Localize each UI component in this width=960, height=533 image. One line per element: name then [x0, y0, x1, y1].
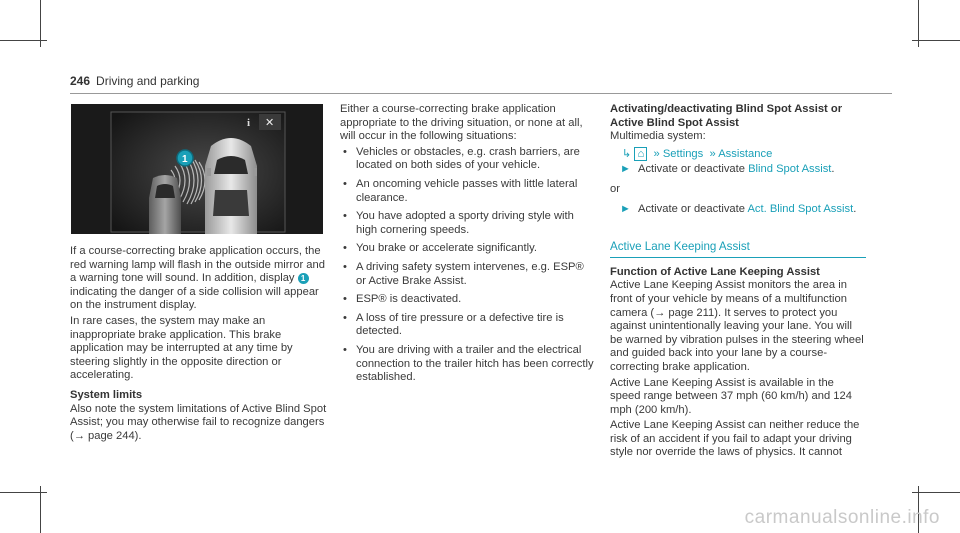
multimedia-label: Multimedia system: — [610, 130, 706, 143]
left-column — [70, 245, 328, 445]
list-item: • You brake or accelerate significantly. — [340, 242, 596, 256]
crop-mark-bl-h — [0, 492, 47, 493]
menu-path — [610, 148, 866, 162]
middle-column — [340, 103, 596, 390]
section-heading-lane-keeping: Active Lane Keeping Assist — [610, 240, 866, 258]
step-arrow-icon: ► — [620, 202, 631, 215]
step-activate-bsa: ► Activate or deactivate Blind Spot Assist. — [620, 163, 835, 176]
list-item: • ESP® is deactivated. — [340, 293, 596, 307]
paragraph-warning: If a course-correcting brake application occurs, the red warning lamp will flash in the outside mirror and a warning tone will sound. In addition, display 1 indicating the danger of a side collision will appear on the instrument display. — [70, 245, 325, 312]
step-arrow-icon: ► — [620, 163, 631, 176]
situations-intro: Either a course-correcting brake application appropriate to the driving situation, or none at all, will occur in the following situations: — [340, 103, 583, 143]
step-activate-absa: ► Activate or deactivate Act. Blind Spot Assist. — [620, 202, 857, 215]
chevron-right-icon: » — [650, 147, 660, 160]
function-text-1: Active Lane Keeping Assist monitors the area in front of your vehicle by means of a multifunction camera (→ page 211). It serves to protect you against unintentionally leaving your lane. You will be warned by vibration pulses in the steering wheel and guided back into your lane by a course-correcting brake application. — [610, 279, 864, 373]
header-rule — [70, 93, 892, 94]
arrow-return-icon: ↳ — [622, 147, 632, 160]
crop-mark-tl-h — [0, 40, 47, 41]
paragraph-inappropriate-brake: In rare cases, the system may make an inappropriate brake application. This brake application may be interrupted at any time by steering slightly in the opposite direction or accelerating. — [70, 314, 293, 382]
callout-1-label: 1 — [182, 154, 188, 165]
blind-spot-illustration — [71, 104, 323, 234]
system-limits-text: Also note the system limitations of Active Blind Spot Assist; you may otherwise fail to recognize dangers (→ page 244). — [70, 402, 327, 442]
section-title: Driving and parking — [96, 74, 200, 88]
situations-list — [340, 146, 596, 385]
crop-mark-tr-h — [912, 40, 960, 41]
callout-1-icon: 1 — [298, 273, 309, 284]
function-text-2: Active Lane Keeping Assist is available in the speed range between 37 mph (60 km/h) and 124 mph (200 km/h). — [610, 376, 852, 416]
right-column — [610, 103, 866, 462]
function-heading: Function of Active Lane Keeping Assist — [610, 265, 820, 278]
list-item: • You have adopted a sporty driving style with high cornering speeds. — [340, 210, 596, 237]
chevron-right-icon: » — [706, 147, 716, 160]
menu-settings[interactable]: Settings — [662, 147, 704, 160]
or-label: or — [610, 182, 620, 195]
system-limits-heading: System limits — [70, 388, 143, 401]
list-item: • A loss of tire pressure or a defective tire is detected. — [340, 312, 596, 339]
blind-spot-assist-link[interactable]: Blind Spot Assist — [748, 163, 832, 176]
close-icon: ✕ — [265, 116, 275, 129]
activation-heading: Activating/deactivating Blind Spot Assist or Active Blind Spot Assist — [610, 103, 843, 129]
page-header — [70, 74, 199, 88]
blind-spot-figure — [71, 104, 323, 234]
adjacent-vehicle-icon — [149, 175, 181, 234]
active-blind-spot-assist-link[interactable]: Act. Blind Spot Assist — [747, 202, 854, 215]
page-number: 246 — [70, 74, 91, 88]
info-icon: i — [247, 117, 251, 129]
list-item: • Vehicles or obstacles, e.g. crash barriers, are located on both sides of your vehicle. — [340, 146, 596, 173]
crop-mark-br-h — [912, 492, 960, 493]
function-text-3: Active Lane Keeping Assist can neither reduce the risk of an accident if you fail to adapt your driving style nor override the laws of physics. It cannot — [610, 419, 860, 459]
list-item: • An oncoming vehicle passes with little lateral clearance. — [340, 178, 596, 205]
list-item: • You are driving with a trailer and the electrical connection to the trailer hitch has been correctly established. — [340, 344, 596, 385]
menu-assistance[interactable]: Assistance — [718, 147, 773, 160]
home-icon[interactable]: ⌂ — [634, 147, 647, 161]
list-item: • A driving safety system intervenes, e.g. ESP® or Active Brake Assist. — [340, 261, 596, 288]
own-vehicle-icon — [205, 138, 257, 234]
watermark: carmanualsonline.info — [744, 507, 940, 528]
crop-mark-bl-v — [40, 486, 41, 533]
